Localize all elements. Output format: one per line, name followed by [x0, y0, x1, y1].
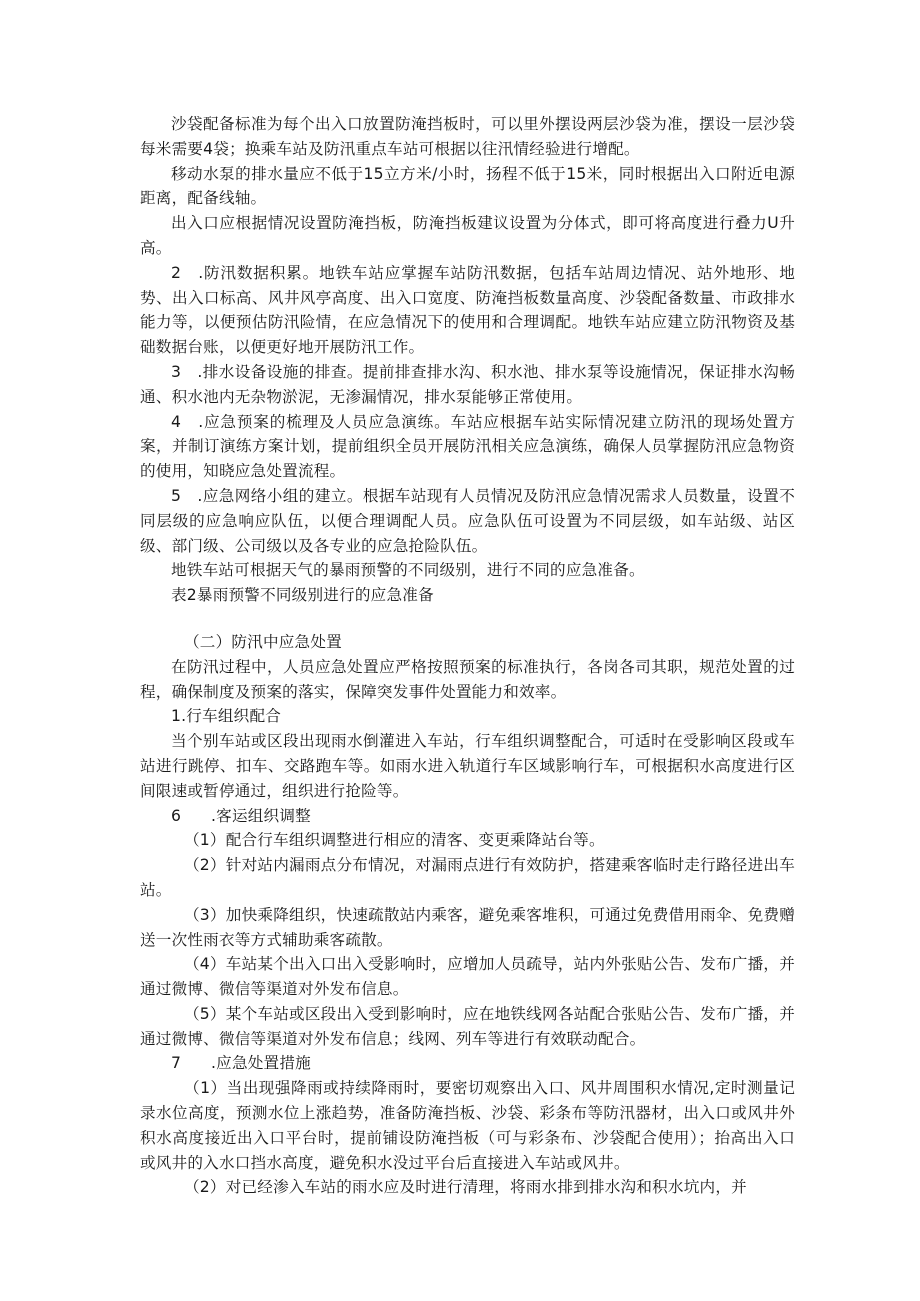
paragraph-item-4-drill: 4 .应急预案的梳理及人员应急演练。车站应根据车站实际情况建立防汛的现场处置方案，并制订演练方案计划，提前组织全员开展防汛相关应急演练，确保人员掌握防汛应急物资的使用，知晓应急处置流程。 [140, 412, 795, 481]
paragraph-emergency-intro: 在防汛过程中，人员应急处置应严格按照预案的标准执行，各岗各司其职，规范处置的过程，确保制度及预案的落实，保障突发事件处置能力和效率。 [140, 657, 795, 701]
paragraph-item-3-drainage: 3 .排水设备设施的排查。提前排查排水沟、积水池、排水泵等设施情况，保证排水沟畅通、积水池内无杂物淤泥，无渗漏情况，排水泵能够正常使用。 [140, 362, 795, 406]
measure-item-2: （2）对已经渗入车站的雨水应及时进行清理，将雨水排到排水沟和积水坑内，并 [184, 1178, 747, 1197]
list-item-4: （4）车站某个出入口出入受影响时，应增加人员疏导，站内外张贴公告、发布广播，并通过微博、微信等渠道对外发布信息。 [140, 955, 795, 999]
heading-number: 6 [171, 806, 182, 825]
heading-emergency-measures [140, 1051, 795, 1076]
paragraph-warning-levels: 地铁车站可根据天气的暴雨预警的不同级别，进行不同的应急准备。 [171, 561, 645, 580]
document-page [140, 112, 795, 1200]
paragraph-train-organization: 当个别车站或区段出现雨水倒灌进入车站，行车组织调整配合，可适时在受影响区段或车站进行跳停、扣车、交路跑车等。如雨水进入轨道行车区域影响行车，可根据积水高度进行区间限速或暂停通过，组织进行抢险等。 [140, 732, 795, 800]
paragraph-item-2-data: 2 .防汛数据积累。地铁车站应掌握车站防汛数据，包括车站周边情况、站外地形、地势、出入口标高、风井风亭高度、出入口宽度、防淹挡板数量高度、沙袋配备数量、市政排水能力等，以便预估防汛险情，在应急情况下的使用和合理调配。地铁车站应建立防汛物资及基础数据台账，以便更好地开展防汛工作。 [140, 263, 795, 357]
heading-text: .应急处置措施 [211, 1054, 311, 1073]
measure-item-1: （1）当出现强降雨或持续降雨时，要密切观察出入口、风井周围积水情况,定时测量记录水位高度，预测水位上涨趋势，准备防淹挡板、沙袋、彩条布等防汛器材，出入口或风井外积水高度接近出入口平台时，提前铺设防淹挡板（可与彩条布、沙袋配合使用）；抬高出入口或风井的入水口挡水高度，避免积水没过平台后直接进入车站或风井。 [140, 1079, 795, 1172]
list-item-2: （2）针对站内漏雨点分布情况，对漏雨点进行有效防护，搭建乘客临时走行路径进出车站。 [140, 856, 795, 899]
list-item-5: （5）某个车站或区段出入受到影响时，应在地铁线网各站配合张贴公告、发布广播，并通过微博、微信等渠道对外发布信息；线网、列车等进行有效联动配合。 [140, 1004, 795, 1048]
heading-passenger-organization [140, 804, 795, 829]
list-item-3: （3）加快乘降组织，快速疏散站内乘客，避免乘客堆积，可通过免费借用雨伞、免费赠送一次性雨衣等方式辅助乘客疏散。 [140, 905, 795, 949]
heading-train-organization: 1.行车组织配合 [171, 707, 282, 726]
heading-number: 7 [171, 1054, 182, 1073]
spacer [140, 608, 795, 630]
table-caption: 表2暴雨预警不同级别进行的应急准备 [171, 586, 434, 605]
paragraph-item-5-network: 5 .应急网络小组的建立。根据车站现有人员情况及防汛应急情况需求人员数量，设置不同层级的应急响应队伍，以便合理调配人员。应急队伍可设置为不同层级，如车站级、站区级、部门级、公司级以及各专业的应急抢险队伍。 [140, 486, 795, 555]
paragraph-flood-barrier: 出入口应根据情况设置防淹挡板，防淹挡板建议设置为分体式，即可将高度进行叠力U升高。 [140, 214, 795, 257]
paragraph-sandbag-standard: 沙袋配备标准为每个出入口放置防淹挡板时，可以里外摆设两层沙袋为准，摆设一层沙袋每米需要4袋；换乘车站及防汛重点车站可根据以往汛情经验进行增配。 [140, 115, 795, 158]
list-item-1: （1）配合行车组织调整进行相应的清客、变更乘降站台等。 [184, 831, 605, 850]
section-heading-emergency: （二）防汛中应急处置 [184, 632, 342, 651]
heading-text: .客运组织调整 [211, 806, 311, 825]
paragraph-mobile-pump: 移动水泵的排水量应不低于15立方米/小时，扬程不低于15米，同时根据出入口附近电源距离，配备线轴。 [140, 164, 795, 208]
